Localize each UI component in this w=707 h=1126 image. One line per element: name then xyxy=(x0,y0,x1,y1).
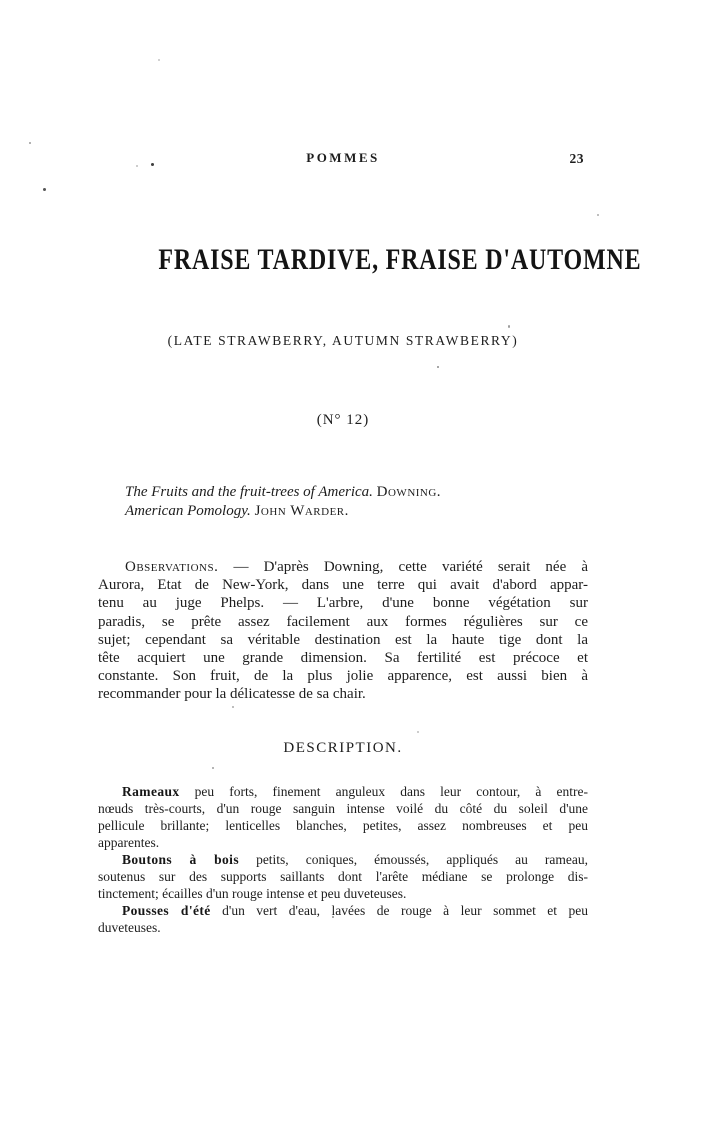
page-number: 23 xyxy=(569,151,584,166)
scan-speck xyxy=(597,214,599,216)
text-line: paradis, se prête assez facilement aux formes régulières sur ce xyxy=(98,613,588,630)
text-line: sujet; cependant sa véritable destination est la haute tige dont la xyxy=(98,631,588,648)
text-line xyxy=(98,558,588,576)
scan-speck xyxy=(29,142,31,144)
description-term: Pousses d'été xyxy=(122,902,211,918)
text-line-rest: peu forts, finement anguleux dans leur contour, à entre- xyxy=(194,783,588,799)
text-line xyxy=(98,851,588,868)
description-item-rameaux xyxy=(98,783,588,851)
reference-author: Downing. xyxy=(376,484,442,500)
description-block xyxy=(98,783,588,936)
observations-paragraph xyxy=(98,558,588,704)
description-term: Rameaux xyxy=(122,783,180,799)
text-line xyxy=(98,783,588,800)
text-line: Aurora, Etat de New-York, dans une terre qui avait d'abord appar- xyxy=(98,577,588,594)
text-line: tête acquiert une grande dimension. Sa fertilité est précoce et xyxy=(98,650,588,667)
text-line: pellicule brillante; lenticelles blanches, petites, assez nombreuses et peu xyxy=(98,817,588,833)
reference-item xyxy=(125,483,588,502)
text-line-rest: petits, coniques, émoussés, appliqués au rameau, xyxy=(256,851,589,867)
text-line: duveteuses. xyxy=(98,919,161,935)
text-line: nœuds très-courts, d'un rouge sanguin intense voilé du côté du soleil d'une xyxy=(98,800,588,816)
scan-speck xyxy=(43,188,46,191)
reference-item xyxy=(125,502,588,521)
article-subtitle: (LATE STRAWBERRY, AUTUMN STRAWBERRY) xyxy=(167,333,519,348)
description-heading: DESCRIPTION. xyxy=(283,739,403,756)
text-line-rest: d'un vert d'eau, lavées de rouge à leur sommet et peu xyxy=(222,902,589,918)
variety-number: (N° 12) xyxy=(316,412,370,428)
reference-author: John Warder. xyxy=(254,503,349,519)
scan-speck xyxy=(158,59,160,61)
text-line: apparentes. xyxy=(98,834,160,850)
running-header xyxy=(98,150,588,168)
observations-lead: Observations. xyxy=(125,559,219,575)
description-item-boutons xyxy=(98,851,588,902)
text-line: tinctement; écailles d'un rouge intense et peu duveteuses. xyxy=(98,885,407,901)
text-line: constante. Son fruit, de la plus jolie apparence, est aussi bien à xyxy=(98,668,588,685)
description-term: Boutons à bois xyxy=(122,851,239,867)
article-title xyxy=(98,243,642,277)
page-column xyxy=(98,150,642,936)
text-line-rest: — D'après Downing, cette variété serait née à xyxy=(233,559,588,575)
text-line: recommander pour la délicatesse de sa chair. xyxy=(98,686,366,703)
reference-work: American Pomology. xyxy=(125,503,251,519)
references-block xyxy=(125,483,588,521)
reference-work: The Fruits and the fruit-trees of America. xyxy=(125,484,373,500)
description-item-pousses xyxy=(98,902,588,936)
article-title-text: FRAISE TARDIVE, FRAISE D'AUTOMNE xyxy=(158,243,642,276)
text-line: tenu au juge Phelps. — L'arbre, d'une bonne végétation sur xyxy=(98,595,588,612)
text-line: soutenus sur des supports saillants dont l'arête médiane se prolonge dis- xyxy=(98,868,588,884)
section-title: POMMES xyxy=(306,150,380,165)
text-line xyxy=(98,902,588,919)
